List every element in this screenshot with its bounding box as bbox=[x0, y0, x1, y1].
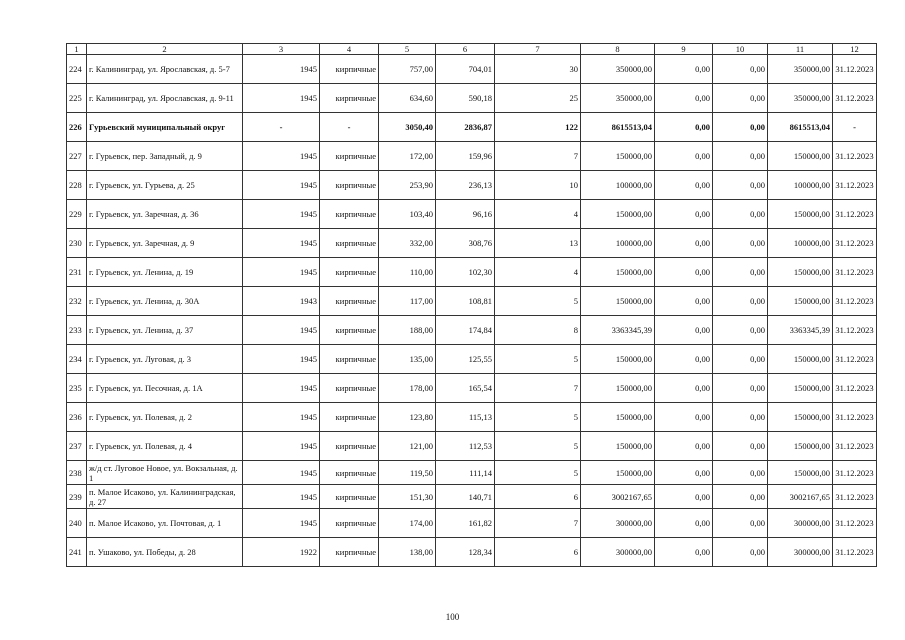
cell-fund-cost: 0,00 bbox=[655, 538, 713, 567]
table-row bbox=[67, 432, 877, 461]
header-cell-owner-cost: 11 bbox=[768, 44, 833, 55]
cell-total-area: 253,90 bbox=[379, 171, 436, 200]
cell-owner-cost: 150000,00 bbox=[768, 345, 833, 374]
cell-wall-material: кирпичные bbox=[320, 229, 379, 258]
cell-deadline: 31.12.2023 bbox=[833, 229, 877, 258]
cell-row-number: 240 bbox=[67, 509, 87, 538]
table-row bbox=[67, 485, 877, 509]
header-cell-row-number: 1 bbox=[67, 44, 87, 55]
registry-table bbox=[66, 43, 877, 567]
cell-year-built: 1945 bbox=[243, 142, 320, 171]
cell-total-area: 757,00 bbox=[379, 55, 436, 84]
cell-deadline: 31.12.2023 bbox=[833, 509, 877, 538]
cell-residents: 4 bbox=[495, 200, 581, 229]
cell-year-built: 1945 bbox=[243, 345, 320, 374]
cell-wall-material: кирпичные bbox=[320, 538, 379, 567]
header-cell-total-cost: 8 bbox=[581, 44, 655, 55]
table-row bbox=[67, 84, 877, 113]
table-row bbox=[67, 287, 877, 316]
cell-fund-cost: 0,00 bbox=[655, 258, 713, 287]
cell-address: г. Гурьевск, пер. Западный, д. 9 bbox=[87, 142, 243, 171]
cell-wall-material: кирпичные bbox=[320, 374, 379, 403]
cell-address: г. Гурьевск, ул. Полевая, д. 4 bbox=[87, 432, 243, 461]
table-row bbox=[67, 142, 877, 171]
cell-residents: 6 bbox=[495, 538, 581, 567]
cell-year-built: 1945 bbox=[243, 316, 320, 345]
cell-budget-cost: 0,00 bbox=[713, 432, 768, 461]
header-cell-living-area: 6 bbox=[436, 44, 495, 55]
cell-residents: 6 bbox=[495, 485, 581, 509]
cell-year-built: 1945 bbox=[243, 485, 320, 509]
cell-address: г. Калининград, ул. Ярославская, д. 9-11 bbox=[87, 84, 243, 113]
cell-row-number: 231 bbox=[67, 258, 87, 287]
page-number: 100 bbox=[445, 612, 460, 622]
cell-total-area: 117,00 bbox=[379, 287, 436, 316]
table-row bbox=[67, 374, 877, 403]
cell-living-area: 165,54 bbox=[436, 374, 495, 403]
cell-fund-cost: 0,00 bbox=[655, 485, 713, 509]
cell-row-number: 239 bbox=[67, 485, 87, 509]
cell-total-area: 188,00 bbox=[379, 316, 436, 345]
cell-fund-cost: 0,00 bbox=[655, 287, 713, 316]
cell-wall-material: кирпичные bbox=[320, 345, 379, 374]
cell-living-area: 111,14 bbox=[436, 461, 495, 485]
cell-owner-cost: 150000,00 bbox=[768, 142, 833, 171]
table-row bbox=[67, 316, 877, 345]
cell-deadline: 31.12.2023 bbox=[833, 432, 877, 461]
cell-address: г. Гурьевск, ул. Заречная, д. 9 bbox=[87, 229, 243, 258]
cell-wall-material: кирпичные bbox=[320, 316, 379, 345]
cell-residents: 7 bbox=[495, 374, 581, 403]
cell-total-cost: 150000,00 bbox=[581, 374, 655, 403]
header-cell-deadline: 12 bbox=[833, 44, 877, 55]
cell-deadline: 31.12.2023 bbox=[833, 287, 877, 316]
cell-total-area: 174,00 bbox=[379, 509, 436, 538]
cell-owner-cost: 300000,00 bbox=[768, 509, 833, 538]
cell-fund-cost: 0,00 bbox=[655, 55, 713, 84]
table-row bbox=[67, 113, 877, 142]
cell-deadline: 31.12.2023 bbox=[833, 538, 877, 567]
cell-living-area: 704,01 bbox=[436, 55, 495, 84]
cell-fund-cost: 0,00 bbox=[655, 345, 713, 374]
cell-wall-material: кирпичные bbox=[320, 485, 379, 509]
cell-deadline: 31.12.2023 bbox=[833, 485, 877, 509]
cell-fund-cost: 0,00 bbox=[655, 84, 713, 113]
cell-owner-cost: 8615513,04 bbox=[768, 113, 833, 142]
cell-owner-cost: 150000,00 bbox=[768, 200, 833, 229]
cell-owner-cost: 150000,00 bbox=[768, 432, 833, 461]
cell-total-cost: 300000,00 bbox=[581, 509, 655, 538]
cell-budget-cost: 0,00 bbox=[713, 171, 768, 200]
cell-row-number: 236 bbox=[67, 403, 87, 432]
cell-total-area: 123,80 bbox=[379, 403, 436, 432]
cell-residents: 5 bbox=[495, 345, 581, 374]
cell-deadline: 31.12.2023 bbox=[833, 374, 877, 403]
cell-residents: 5 bbox=[495, 432, 581, 461]
cell-budget-cost: 0,00 bbox=[713, 538, 768, 567]
cell-living-area: 2836,87 bbox=[436, 113, 495, 142]
cell-owner-cost: 150000,00 bbox=[768, 403, 833, 432]
cell-fund-cost: 0,00 bbox=[655, 461, 713, 485]
cell-total-cost: 150000,00 bbox=[581, 142, 655, 171]
cell-deadline: 31.12.2023 bbox=[833, 345, 877, 374]
cell-row-number: 241 bbox=[67, 538, 87, 567]
cell-deadline: - bbox=[833, 113, 877, 142]
cell-wall-material: кирпичные bbox=[320, 171, 379, 200]
cell-owner-cost: 350000,00 bbox=[768, 55, 833, 84]
cell-wall-material: кирпичные bbox=[320, 200, 379, 229]
cell-row-number: 238 bbox=[67, 461, 87, 485]
cell-living-area: 161,82 bbox=[436, 509, 495, 538]
table-row bbox=[67, 403, 877, 432]
cell-deadline: 31.12.2023 bbox=[833, 403, 877, 432]
cell-year-built: 1945 bbox=[243, 374, 320, 403]
cell-deadline: 31.12.2023 bbox=[833, 258, 877, 287]
cell-address: п. Малое Исаково, ул. Почтовая, д. 1 bbox=[87, 509, 243, 538]
cell-year-built: 1922 bbox=[243, 538, 320, 567]
cell-budget-cost: 0,00 bbox=[713, 316, 768, 345]
cell-row-number: 237 bbox=[67, 432, 87, 461]
cell-total-area: 332,00 bbox=[379, 229, 436, 258]
cell-total-cost: 150000,00 bbox=[581, 461, 655, 485]
header-cell-wall-material: 4 bbox=[320, 44, 379, 55]
cell-deadline: 31.12.2023 bbox=[833, 461, 877, 485]
cell-residents: 8 bbox=[495, 316, 581, 345]
cell-budget-cost: 0,00 bbox=[713, 345, 768, 374]
cell-total-cost: 100000,00 bbox=[581, 171, 655, 200]
cell-living-area: 102,30 bbox=[436, 258, 495, 287]
cell-wall-material: кирпичные bbox=[320, 509, 379, 538]
cell-budget-cost: 0,00 bbox=[713, 374, 768, 403]
cell-residents: 25 bbox=[495, 84, 581, 113]
cell-year-built: 1945 bbox=[243, 200, 320, 229]
cell-budget-cost: 0,00 bbox=[713, 200, 768, 229]
cell-row-number: 226 bbox=[67, 113, 87, 142]
header-cell-budget-cost: 10 bbox=[713, 44, 768, 55]
cell-total-cost: 150000,00 bbox=[581, 287, 655, 316]
cell-total-area: 103,40 bbox=[379, 200, 436, 229]
cell-fund-cost: 0,00 bbox=[655, 142, 713, 171]
cell-total-cost: 150000,00 bbox=[581, 432, 655, 461]
cell-year-built: 1945 bbox=[243, 84, 320, 113]
cell-address: п. Малое Исаково, ул. Калининградская, д. 27 bbox=[87, 485, 243, 509]
cell-owner-cost: 100000,00 bbox=[768, 229, 833, 258]
cell-budget-cost: 0,00 bbox=[713, 84, 768, 113]
cell-budget-cost: 0,00 bbox=[713, 287, 768, 316]
cell-deadline: 31.12.2023 bbox=[833, 55, 877, 84]
cell-residents: 5 bbox=[495, 461, 581, 485]
cell-owner-cost: 150000,00 bbox=[768, 374, 833, 403]
table-row bbox=[67, 229, 877, 258]
header-cell-address: 2 bbox=[87, 44, 243, 55]
cell-total-cost: 150000,00 bbox=[581, 345, 655, 374]
cell-living-area: 125,55 bbox=[436, 345, 495, 374]
cell-row-number: 234 bbox=[67, 345, 87, 374]
cell-deadline: 31.12.2023 bbox=[833, 200, 877, 229]
cell-deadline: 31.12.2023 bbox=[833, 142, 877, 171]
cell-total-area: 151,30 bbox=[379, 485, 436, 509]
cell-wall-material: кирпичные bbox=[320, 461, 379, 485]
cell-owner-cost: 3363345,39 bbox=[768, 316, 833, 345]
cell-fund-cost: 0,00 bbox=[655, 171, 713, 200]
cell-residents: 7 bbox=[495, 509, 581, 538]
header-cell-year-built: 3 bbox=[243, 44, 320, 55]
header-cell-fund-cost: 9 bbox=[655, 44, 713, 55]
cell-year-built: 1945 bbox=[243, 461, 320, 485]
table-row bbox=[67, 171, 877, 200]
cell-address: г. Гурьевск, ул. Ленина, д. 30А bbox=[87, 287, 243, 316]
cell-address: п. Ушаково, ул. Победы, д. 28 bbox=[87, 538, 243, 567]
cell-owner-cost: 150000,00 bbox=[768, 461, 833, 485]
table-row bbox=[67, 538, 877, 567]
cell-address: г. Калининград, ул. Ярославская, д. 5-7 bbox=[87, 55, 243, 84]
cell-owner-cost: 3002167,65 bbox=[768, 485, 833, 509]
cell-fund-cost: 0,00 bbox=[655, 113, 713, 142]
cell-address: г. Гурьевск, ул. Заречная, д. 36 bbox=[87, 200, 243, 229]
cell-address: г. Гурьевск, ул. Полевая, д. 2 bbox=[87, 403, 243, 432]
cell-row-number: 229 bbox=[67, 200, 87, 229]
cell-row-number: 230 bbox=[67, 229, 87, 258]
table-header-row bbox=[67, 44, 877, 55]
cell-wall-material: кирпичные bbox=[320, 287, 379, 316]
cell-total-cost: 8615513,04 bbox=[581, 113, 655, 142]
cell-living-area: 96,16 bbox=[436, 200, 495, 229]
cell-address: г. Гурьевск, ул. Песочная, д. 1А bbox=[87, 374, 243, 403]
cell-row-number: 232 bbox=[67, 287, 87, 316]
cell-residents: 10 bbox=[495, 171, 581, 200]
cell-total-area: 634,60 bbox=[379, 84, 436, 113]
cell-total-cost: 350000,00 bbox=[581, 84, 655, 113]
cell-total-area: 3050,40 bbox=[379, 113, 436, 142]
cell-wall-material: кирпичные bbox=[320, 258, 379, 287]
cell-total-cost: 150000,00 bbox=[581, 403, 655, 432]
cell-fund-cost: 0,00 bbox=[655, 403, 713, 432]
cell-total-cost: 100000,00 bbox=[581, 229, 655, 258]
cell-address: г. Гурьевск, ул. Ленина, д. 19 bbox=[87, 258, 243, 287]
cell-owner-cost: 150000,00 bbox=[768, 287, 833, 316]
cell-row-number: 224 bbox=[67, 55, 87, 84]
cell-year-built: 1945 bbox=[243, 229, 320, 258]
cell-address: г. Гурьевск, ул. Ленина, д. 37 bbox=[87, 316, 243, 345]
cell-year-built: 1945 bbox=[243, 171, 320, 200]
cell-residents: 30 bbox=[495, 55, 581, 84]
cell-year-built: 1945 bbox=[243, 55, 320, 84]
cell-year-built: - bbox=[243, 113, 320, 142]
cell-fund-cost: 0,00 bbox=[655, 509, 713, 538]
cell-living-area: 590,18 bbox=[436, 84, 495, 113]
cell-year-built: 1945 bbox=[243, 258, 320, 287]
cell-address: Гурьевский муниципальный округ bbox=[87, 113, 243, 142]
cell-wall-material: кирпичные bbox=[320, 84, 379, 113]
cell-deadline: 31.12.2023 bbox=[833, 84, 877, 113]
cell-year-built: 1943 bbox=[243, 287, 320, 316]
cell-row-number: 225 bbox=[67, 84, 87, 113]
cell-living-area: 112,53 bbox=[436, 432, 495, 461]
cell-wall-material: кирпичные bbox=[320, 142, 379, 171]
cell-deadline: 31.12.2023 bbox=[833, 316, 877, 345]
table-row bbox=[67, 509, 877, 538]
cell-residents: 7 bbox=[495, 142, 581, 171]
cell-budget-cost: 0,00 bbox=[713, 509, 768, 538]
cell-row-number: 233 bbox=[67, 316, 87, 345]
cell-total-cost: 300000,00 bbox=[581, 538, 655, 567]
cell-wall-material: кирпичные bbox=[320, 403, 379, 432]
cell-budget-cost: 0,00 bbox=[713, 142, 768, 171]
header-cell-residents: 7 bbox=[495, 44, 581, 55]
cell-living-area: 140,71 bbox=[436, 485, 495, 509]
cell-living-area: 308,76 bbox=[436, 229, 495, 258]
cell-fund-cost: 0,00 bbox=[655, 374, 713, 403]
cell-total-cost: 350000,00 bbox=[581, 55, 655, 84]
cell-row-number: 235 bbox=[67, 374, 87, 403]
cell-owner-cost: 150000,00 bbox=[768, 258, 833, 287]
table-row bbox=[67, 345, 877, 374]
table-row bbox=[67, 200, 877, 229]
cell-row-number: 227 bbox=[67, 142, 87, 171]
cell-budget-cost: 0,00 bbox=[713, 485, 768, 509]
table-row bbox=[67, 55, 877, 84]
cell-year-built: 1945 bbox=[243, 509, 320, 538]
cell-living-area: 115,13 bbox=[436, 403, 495, 432]
table-row bbox=[67, 258, 877, 287]
cell-living-area: 128,34 bbox=[436, 538, 495, 567]
cell-total-area: 172,00 bbox=[379, 142, 436, 171]
cell-fund-cost: 0,00 bbox=[655, 229, 713, 258]
cell-total-area: 138,00 bbox=[379, 538, 436, 567]
cell-wall-material: кирпичные bbox=[320, 432, 379, 461]
table-row bbox=[67, 461, 877, 485]
cell-residents: 4 bbox=[495, 258, 581, 287]
cell-owner-cost: 100000,00 bbox=[768, 171, 833, 200]
cell-budget-cost: 0,00 bbox=[713, 55, 768, 84]
cell-living-area: 108,81 bbox=[436, 287, 495, 316]
cell-year-built: 1945 bbox=[243, 403, 320, 432]
cell-total-cost: 150000,00 bbox=[581, 200, 655, 229]
cell-budget-cost: 0,00 bbox=[713, 258, 768, 287]
cell-residents: 122 bbox=[495, 113, 581, 142]
cell-budget-cost: 0,00 bbox=[713, 403, 768, 432]
cell-owner-cost: 350000,00 bbox=[768, 84, 833, 113]
cell-living-area: 236,13 bbox=[436, 171, 495, 200]
cell-total-cost: 3002167,65 bbox=[581, 485, 655, 509]
cell-fund-cost: 0,00 bbox=[655, 200, 713, 229]
cell-residents: 5 bbox=[495, 287, 581, 316]
cell-total-area: 135,00 bbox=[379, 345, 436, 374]
cell-address: г. Гурьевск, ул. Гурьева, д. 25 bbox=[87, 171, 243, 200]
cell-address: г. Гурьевск, ул. Луговая, д. 3 bbox=[87, 345, 243, 374]
header-cell-total-area: 5 bbox=[379, 44, 436, 55]
cell-fund-cost: 0,00 bbox=[655, 316, 713, 345]
cell-owner-cost: 300000,00 bbox=[768, 538, 833, 567]
cell-total-area: 119,50 bbox=[379, 461, 436, 485]
cell-budget-cost: 0,00 bbox=[713, 113, 768, 142]
cell-residents: 13 bbox=[495, 229, 581, 258]
cell-total-cost: 3363345,39 bbox=[581, 316, 655, 345]
cell-residents: 5 bbox=[495, 403, 581, 432]
cell-address: ж/д ст. Луговое Новое, ул. Вокзальная, д. 1 bbox=[87, 461, 243, 485]
cell-total-area: 121,00 bbox=[379, 432, 436, 461]
cell-budget-cost: 0,00 bbox=[713, 229, 768, 258]
cell-total-area: 178,00 bbox=[379, 374, 436, 403]
cell-living-area: 159,96 bbox=[436, 142, 495, 171]
cell-row-number: 228 bbox=[67, 171, 87, 200]
cell-fund-cost: 0,00 bbox=[655, 432, 713, 461]
cell-wall-material: - bbox=[320, 113, 379, 142]
cell-living-area: 174,84 bbox=[436, 316, 495, 345]
cell-year-built: 1945 bbox=[243, 432, 320, 461]
cell-wall-material: кирпичные bbox=[320, 55, 379, 84]
cell-total-cost: 150000,00 bbox=[581, 258, 655, 287]
cell-budget-cost: 0,00 bbox=[713, 461, 768, 485]
cell-deadline: 31.12.2023 bbox=[833, 171, 877, 200]
cell-total-area: 110,00 bbox=[379, 258, 436, 287]
